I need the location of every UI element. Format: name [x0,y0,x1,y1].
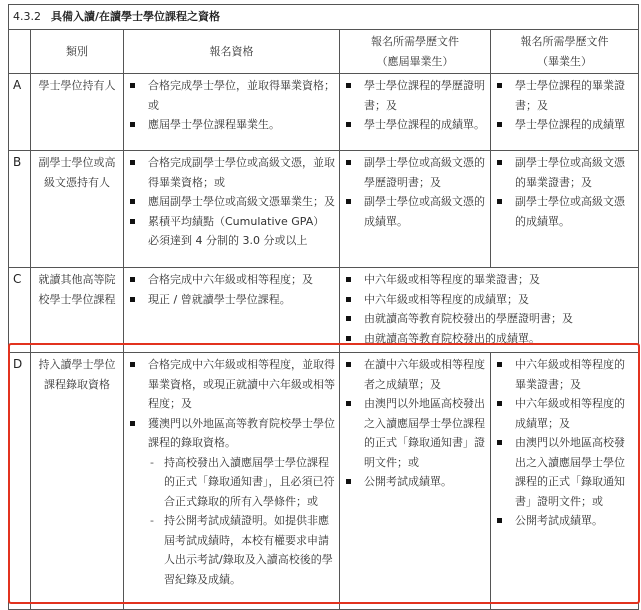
sub-list [148,453,335,590]
list-item: 合格完成副學士學位或高級文憑，並取得畢業資格；或 [128,153,335,192]
row-requirements [124,268,340,353]
table-row-d [9,353,639,610]
list-item: 學士學位課程的學歷證明書；及 [344,76,486,115]
list-item: 現正 / 曾就讀學士學位課程。 [128,290,335,310]
row-docs-grad [491,151,639,268]
row-requirements [124,151,340,268]
list-item: 由澳門以外地區高校發出之入讀應屆學士學位課程的正式「錄取通知書」證明文件；或 [495,433,634,511]
list-item: 副學士學位或高級文憑的畢業證書；及 [495,153,634,192]
list-item: 學士學位課程的畢業證書；及 [495,76,634,115]
list-item: 副學士學位或高級文憑的成績單。 [495,192,634,231]
section-number: 4.3.2 [13,10,41,23]
row-letter: A [9,74,31,151]
list-item: 合格完成學士學位，並取得畢業資格；或 [128,76,335,115]
row-docs-grad [491,353,639,610]
header-letter [9,30,31,74]
section-title [9,5,639,30]
list-item: 學士學位課程的成績單 [495,115,634,135]
list-item: 應屆副學士學位或高級文憑畢業生；及 [128,192,335,212]
list-item: 中六年級或相等程度的成績單；及 [344,290,634,310]
list-item: 合格完成中六年級或相等程度；及 [128,270,335,290]
list-item: 中六年級或相等程度的成績單；及 [495,394,634,433]
header-docs-fresh: 報名所需學歷文件 （應屆畢業生） [340,30,491,74]
list-item: 由就讀高等教育院校發出的成績單。 [344,329,634,349]
list-item: 在讀中六年級或相等程度者之成績單；及 [344,355,486,394]
list-item: 中六年級或相等程度的畢業證書；及 [495,355,634,394]
row-docs-grad [491,74,639,151]
table-row-c [9,268,639,353]
eligibility-table [8,4,639,610]
section-title-text: 具備入讀/在讀學士學位課程之資格 [51,10,221,23]
sub-list-item: - 持高校發出入讀應屆學士學位課程的正式「錄取通知書」，且必須已符合正式錄取的所有入學條件；或 [148,453,335,512]
sub-list-item: - 持公開考試成績證明。如提供非應屆考試成績時，本校有權要求申請人出示考試/錄取及入讀高校後的學習紀錄及成績。 [148,511,335,589]
row-docs-fresh [340,151,491,268]
header-docs-grad: 報名所需學歷文件 （畢業生） [491,30,639,74]
row-requirements [124,353,340,610]
list-item: 副學士學位或高級文憑的成績單。 [344,192,486,231]
list-item: 由就讀高等教育院校發出的學歷證明書；及 [344,309,634,329]
row-category: 持入讀學士學位課程錄取資格 [31,353,124,610]
row-docs-fresh [340,74,491,151]
table-row-b [9,151,639,268]
list-item: 合格完成中六年級或相等程度，並取得畢業資格，或現正就讀中六年級或相等程度；及 [128,355,335,414]
header-row [9,30,639,74]
list-item: 學士學位課程的成績單。 [344,115,486,135]
list-item: 由澳門以外地區高校發出之入讀應屆學士學位課程的正式「錄取通知書」證明文件；或 [344,394,486,472]
row-letter: D [9,353,31,610]
row-letter: B [9,151,31,268]
list-item: 獲澳門以外地區高等教育院校學士學位課程的錄取資格。 - 持高校發出入讀應屆學士學位課程的正式「錄取通知書」，且必須已符合正式錄取的所有入學條件；或 - 持公開考試成績證明。如提供非應屆考試成績時，本校有權要求申請人出示考試/錄取及入讀高校後的學習紀錄及成績。 [128,414,335,590]
row-requirements [124,74,340,151]
row-category: 學士學位持有人 [31,74,124,151]
list-item: 公開考試成績單。 [344,472,486,492]
row-letter: C [9,268,31,353]
list-item: 公開考試成績單。 [495,511,634,531]
row-docs-merged [340,268,639,353]
row-docs-fresh [340,353,491,610]
table-row-a [9,74,639,151]
list-item: 累積平均績點（Cumulative GPA）必須達到 4 分制的 3.0 分或以上 [128,212,335,251]
list-item: 中六年級或相等程度的畢業證書；及 [344,270,634,290]
row-category: 就讀其他高等院校學士學位課程 [31,268,124,353]
list-item: 應屆學士學位課程畢業生。 [128,115,335,135]
row-category: 副學士學位或高級文憑持有人 [31,151,124,268]
header-category: 類別 [31,30,124,74]
header-requirements: 報名資格 [124,30,340,74]
list-item: 副學士學位或高級文憑的學歷證明書；及 [344,153,486,192]
section-title-row [9,5,639,30]
